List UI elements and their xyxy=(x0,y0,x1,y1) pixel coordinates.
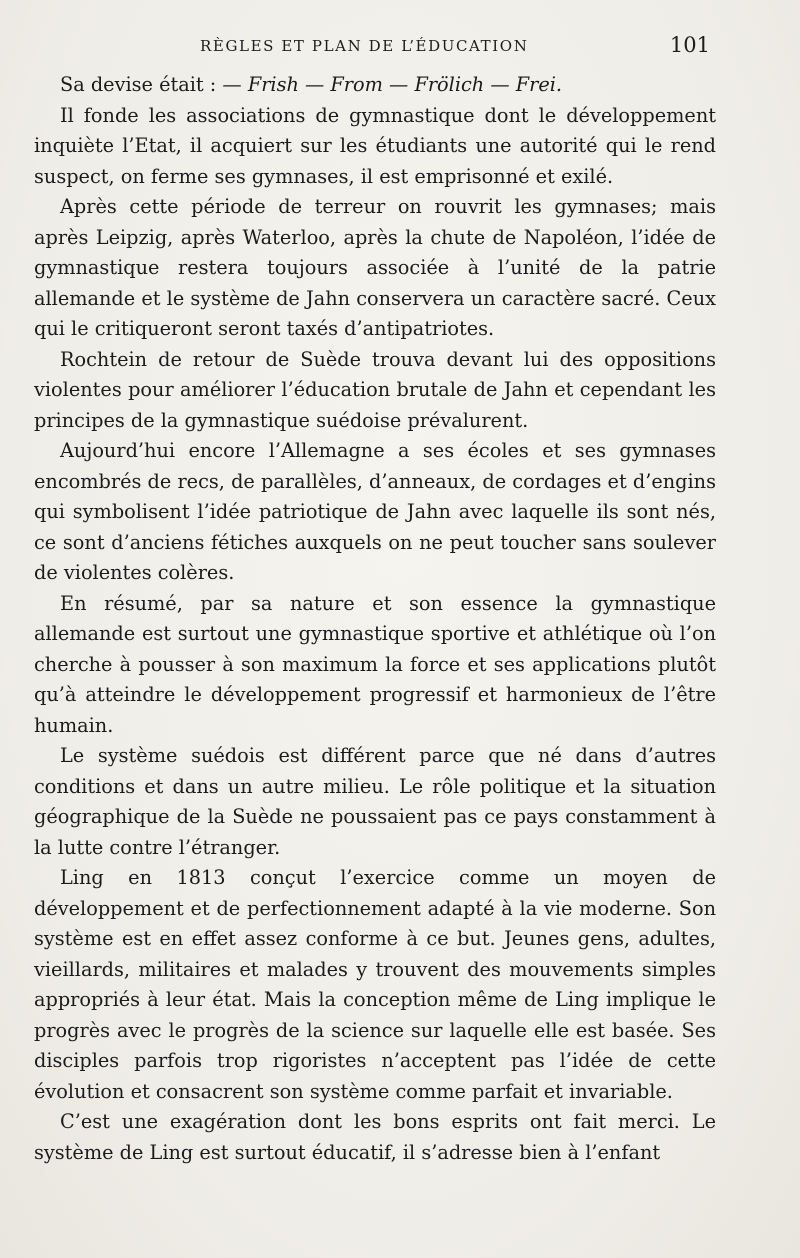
motto-words: — Frish — From — Frölich — Frei. xyxy=(222,73,563,96)
paragraph: Ling en 1813 conçut l’exercice comme un moyen de développement et de perfectionnement adapté à la vie moderne. Son système est en effet assez conforme à ce but. Jeunes gens, adultes, vieillards, militaires et malades y trouvent des mouvements simples appropriés à leur état. Mais la conception même de Ling implique le progrès avec le progrès de la science sur laquelle elle est basée. Ses disciples parfois trop rigoristes n’acceptent pas l’idée de cette évolution et consacrent son système comme parfait et invariable. xyxy=(34,866,716,1103)
paragraph: Il fonde les associations de gymnastique dont le développement inquiète l’Etat, il acquiert sur les étudiants une autorité qui le rend suspect, on ferme ses gymnases, il est emprisonné et exilé. xyxy=(34,103,716,188)
body-text xyxy=(34,70,716,1168)
paragraph: Aujourd’hui encore l’Allemagne a ses écoles et ses gymnases encombrés de recs, de parallèles, d’anneaux, de cordages et d’engins qui symbolisent l’idée patriotique de Jahn avec laquelle ils sont nés, ce sont d’anciens fétiches auxquels on ne peut toucher sans soulever de violentes colères. xyxy=(34,439,716,584)
page-number: 101 xyxy=(669,33,710,57)
paragraph: Rochtein de retour de Suède trouva devant lui des oppositions violentes pour améliorer l’éducation brutale de Jahn et cependant les principes de la gymnastique suédoise prévalurent. xyxy=(34,347,716,432)
paragraph: Le système suédois est différent parce que né dans d’autres conditions et dans un autre milieu. Le rôle politique et la situation géographique de la Suède ne poussaient pas ce pays constamment à la lutte contre l’étranger. xyxy=(34,744,716,859)
running-title: RÈGLES ET PLAN DE L’ÉDUCATION xyxy=(200,37,529,55)
motto-label: Sa devise était : xyxy=(60,73,223,96)
motto-line xyxy=(34,70,716,101)
paragraph: C’est une exagération dont les bons esprits ont fait merci. Le système de Ling est surtout éducatif, il s’adresse bien à l’enfant xyxy=(34,1110,716,1164)
page-header xyxy=(40,33,720,61)
paragraph: Après cette période de terreur on rouvrit les gymnases; mais après Leipzig, après Waterloo, après la chute de Napoléon, l’idée de gymnastique restera toujours associée à l’unité de la patrie allemande et le système de Jahn conservera un caractère sacré. Ceux qui le critiqueront seront taxés d’antipatriotes. xyxy=(34,195,716,340)
paragraph: En résumé, par sa nature et son essence la gymnastique allemande est surtout une gymnastique sportive et athlétique où l’on cherche à pousser à son maximum la force et ses applications plutôt qu’à atteindre le développement progressif et harmonieux de l’être humain. xyxy=(34,591,716,737)
